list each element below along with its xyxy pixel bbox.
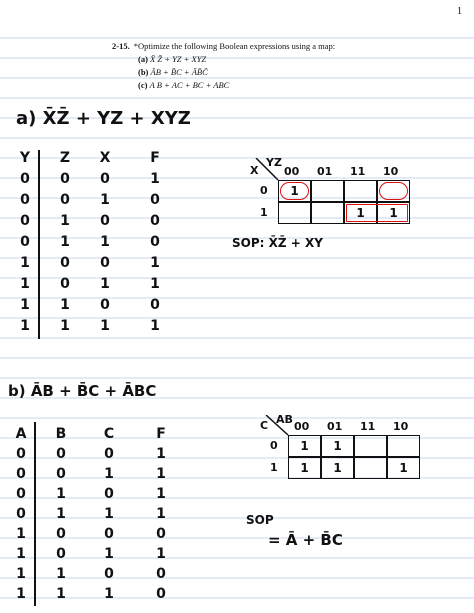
problem-part-c: (c) A B + AC + BC + ABC (138, 80, 230, 90)
sop-b-expression: = Ā + B̄C (268, 531, 343, 549)
truth-table-a-cell: 1 (60, 318, 70, 334)
truth-table-b-cell: 1 (56, 486, 66, 502)
truth-table-b-header: C (103, 426, 115, 442)
kmap-b-cell (387, 435, 420, 457)
truth-table-a-cell: 1 (60, 234, 70, 250)
truth-table-b-cell: 0 (104, 526, 114, 542)
kmap-b-row-label: 0 (270, 439, 278, 452)
kmap-b-col-label: 11 (360, 420, 376, 433)
part-a-title: a) X̄Z̄ + YZ + XYZ (16, 108, 191, 129)
kmap-b-cell: 1 (321, 435, 354, 457)
truth-table-b-cell: 0 (104, 446, 114, 462)
truth-table-a-cell: 0 (100, 213, 110, 229)
truth-table-a-cell: 0 (20, 234, 30, 250)
kmap-a-cell: 1 (377, 202, 410, 224)
kmap-b-cell: 1 (387, 457, 420, 479)
kmap-a-group-outline (379, 182, 408, 200)
kmap-b-col-label: 10 (393, 420, 409, 433)
problem-text: *Optimize the following Boolean expressions using a map: (133, 41, 336, 51)
truth-table-a-cell: 0 (150, 297, 160, 313)
truth-table-a-cell: 0 (60, 171, 70, 187)
kmap-a-corner-top-label: YZ (266, 156, 282, 169)
truth-table-a-cell: 1 (20, 318, 30, 334)
truth-table-b-header: A (15, 426, 27, 442)
truth-table-b-cell: 1 (56, 506, 66, 522)
truth-table-a-cell: 1 (150, 318, 160, 334)
kmap-b-col-label: 01 (327, 420, 343, 433)
truth-table-a-cell: 1 (100, 234, 110, 250)
truth-table-b-cell: 1 (16, 586, 26, 602)
truth-table-b-cell: 0 (16, 506, 26, 522)
kmap-a-col-label: 00 (284, 165, 300, 178)
truth-table-b-cell: 1 (16, 566, 26, 582)
truth-table-b-header: B (55, 426, 67, 442)
sop-a: SOP: X̄Z̄ + XY (232, 236, 323, 250)
truth-table-b-cell: 0 (104, 486, 114, 502)
truth-table-a-cell: 1 (100, 318, 110, 334)
kmap-a-corner-left-label: X (250, 164, 259, 177)
truth-table-a-cell: 1 (20, 276, 30, 292)
kmap-a-cell (311, 180, 344, 202)
truth-table-b-cell: 1 (156, 446, 166, 462)
truth-table-b-cell: 1 (16, 546, 26, 562)
kmap-b-col-label: 00 (294, 420, 310, 433)
kmap-b-cell (354, 435, 387, 457)
truth-table-b-cell: 0 (104, 566, 114, 582)
truth-table-a-cell: 0 (60, 276, 70, 292)
truth-table-a-cell: 0 (150, 213, 160, 229)
truth-table-b-header: F (156, 426, 166, 442)
truth-table-a-cell: 0 (20, 171, 30, 187)
truth-table-a-cell: 0 (100, 255, 110, 271)
problem-number: 2-15. (112, 41, 130, 51)
truth-table-a-cell: 1 (20, 297, 30, 313)
truth-table-b-cell: 0 (56, 466, 66, 482)
truth-table-b-cell: 1 (104, 546, 114, 562)
page-number: 1 (457, 6, 462, 17)
kmap-b-cell: 1 (321, 457, 354, 479)
truth-table-a-cell: 0 (60, 192, 70, 208)
truth-table-a-cell: 1 (60, 213, 70, 229)
truth-table-a-cell: 0 (60, 255, 70, 271)
truth-table-b-cell: 1 (104, 506, 114, 522)
problem-statement (112, 40, 335, 92)
problem-part-a: (a) X̄ Z̄ + YZ + XYZ (138, 54, 207, 64)
truth-table-b-cell: 1 (156, 506, 166, 522)
kmap-a-row-label: 0 (260, 184, 268, 197)
truth-table-a-cell: 0 (20, 213, 30, 229)
kmap-a-cell (278, 202, 311, 224)
truth-table-b-cell: 0 (16, 486, 26, 502)
truth-table-b-cell: 0 (56, 446, 66, 462)
kmap-a-cell: 1 (344, 202, 377, 224)
kmap-a-group-outline (280, 182, 309, 200)
part-b-title: b) ĀB + B̄C + ĀBC (8, 382, 157, 400)
kmap-a-group-outline (346, 204, 408, 222)
kmap-a-cell (311, 202, 344, 224)
truth-table-a-cell: 0 (100, 171, 110, 187)
truth-table-b-cell: 1 (156, 466, 166, 482)
kmap-b (248, 415, 428, 500)
truth-table-a-cell: 0 (20, 192, 30, 208)
truth-table-a-cell: 1 (150, 276, 160, 292)
truth-table-a-cell: 1 (60, 297, 70, 313)
truth-table-a-header: Y (19, 150, 31, 166)
truth-table-b-cell: 0 (156, 566, 166, 582)
kmap-a-col-label: 01 (317, 165, 333, 178)
truth-table-b-cell: 0 (56, 526, 66, 542)
kmap-b-cell (354, 457, 387, 479)
kmap-b-corner-top-label: AB (276, 413, 293, 426)
truth-table-b-cell: 1 (156, 486, 166, 502)
kmap-b-corner-left-label: C (260, 419, 269, 432)
truth-table-b-cell: 1 (156, 546, 166, 562)
truth-table-b (6, 422, 176, 612)
kmap-a-col-label: 10 (383, 165, 399, 178)
kmap-b-cell: 1 (288, 457, 321, 479)
kmap-b-row-label: 1 (270, 461, 278, 474)
truth-table-b-cell: 1 (16, 526, 26, 542)
truth-table-b-cell: 1 (56, 586, 66, 602)
truth-table-b-cell: 1 (104, 586, 114, 602)
truth-table-a-cell: 1 (100, 276, 110, 292)
truth-table-a-cell: 1 (150, 171, 160, 187)
kmap-a-cell: 1 (278, 180, 311, 202)
kmap-a-cell (344, 180, 377, 202)
kmap-a-col-label: 11 (350, 165, 366, 178)
truth-table-a-cell: 1 (20, 255, 30, 271)
truth-table-b-cell: 0 (156, 526, 166, 542)
truth-table-a-cell: 0 (100, 297, 110, 313)
truth-table-a-cell: 0 (150, 192, 160, 208)
truth-table-b-cell: 0 (56, 546, 66, 562)
truth-table-a-cell: 1 (150, 255, 160, 271)
truth-table-a-header: F (150, 150, 160, 166)
kmap-a (228, 158, 418, 248)
truth-table-a (10, 150, 170, 350)
truth-table-b-cell: 0 (16, 446, 26, 462)
truth-table-a-cell: 0 (150, 234, 160, 250)
sop-b-label: SOP (246, 513, 274, 527)
kmap-b-cell: 1 (288, 435, 321, 457)
truth-table-b-cell: 0 (16, 466, 26, 482)
truth-table-b-cell: 0 (156, 586, 166, 602)
truth-table-a-cell: 1 (100, 192, 110, 208)
problem-part-b: (b) ĀB + B̄C + ĀB̄C̄ (138, 67, 208, 77)
truth-table-a-header: Z (59, 150, 71, 166)
truth-table-b-cell: 1 (104, 466, 114, 482)
truth-table-a-header: X (99, 150, 111, 166)
kmap-a-row-label: 1 (260, 206, 268, 219)
truth-table-b-cell: 1 (56, 566, 66, 582)
